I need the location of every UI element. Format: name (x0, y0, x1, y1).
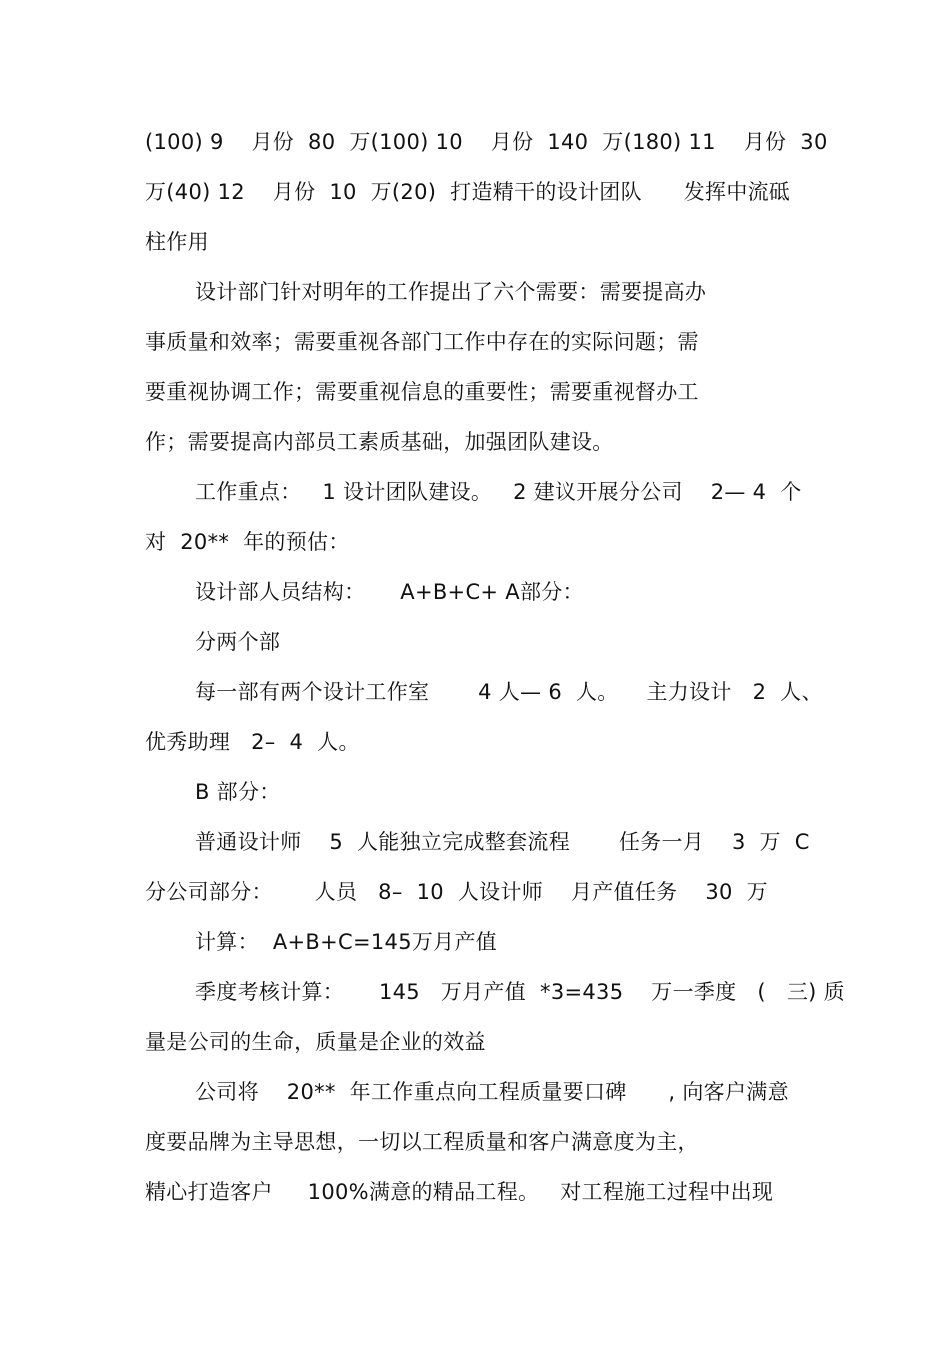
paragraph-start-line: 季度考核计算： 145 万月产值 *3=435 万一季度 ( 三) 质 (195, 980, 845, 1004)
text-line: 事质量和效率；需要重视各部门工作中存在的实际问题；需 (145, 330, 699, 354)
paragraph-start-line: B 部分： (195, 780, 281, 804)
paragraph-start-line: 设计部人员结构： A+B+C+ A部分： (195, 580, 584, 604)
paragraph-start-line: 公司将 20** 年工作重点向工程质量要口碑 , 向客户满意 (195, 1080, 789, 1104)
text-line: 作；需要提高内部员工素质基础，加强团队建设。 (145, 430, 614, 454)
text-line: 分公司部分： 人员 8– 10 人设计师 月产值任务 30 万 (145, 880, 768, 904)
text-line: 万(40) 12 月份 10 万(20) 打造精干的设计团队 发挥中流砥 (145, 180, 791, 204)
text-line: (100) 9 月份 80 万(100) 10 月份 140 万(180) 11 月份 30 (145, 130, 828, 154)
paragraph-start-line: 设计部门针对明年的工作提出了六个需要：需要提高办 (195, 280, 707, 304)
paragraph-start-line: 每一部有两个设计工作室 4 人— 6 人。 主力设计 2 人、 (195, 680, 823, 704)
text-line: 对 20** 年的预估： (145, 530, 350, 554)
text-line: 要重视协调工作；需要重视信息的重要性；需要重视督办工 (145, 380, 699, 404)
text-line: 精心打造客户 100%满意的精品工程。 对工程施工过程中出现 (145, 1180, 774, 1204)
text-line: 量是公司的生命，质量是企业的效益 (145, 1030, 486, 1054)
paragraph-start-line: 分两个部 (195, 630, 281, 654)
text-line: 度要品牌为主导思想，一切以工程质量和客户满意度为主， (145, 1130, 699, 1154)
text-line: 优秀助理 2– 4 人。 (145, 730, 360, 754)
paragraph-start-line: 工作重点： 1 设计团队建设。 2 建议开展分公司 2— 4 个 (195, 480, 802, 504)
paragraph-start-line: 普通设计师 5 人能独立完成整套流程 任务一月 3 万 C (195, 830, 810, 854)
paragraph-start-line: 计算： A+B+C=145万月产值 (195, 930, 498, 954)
text-line: 柱作用 (145, 230, 209, 254)
